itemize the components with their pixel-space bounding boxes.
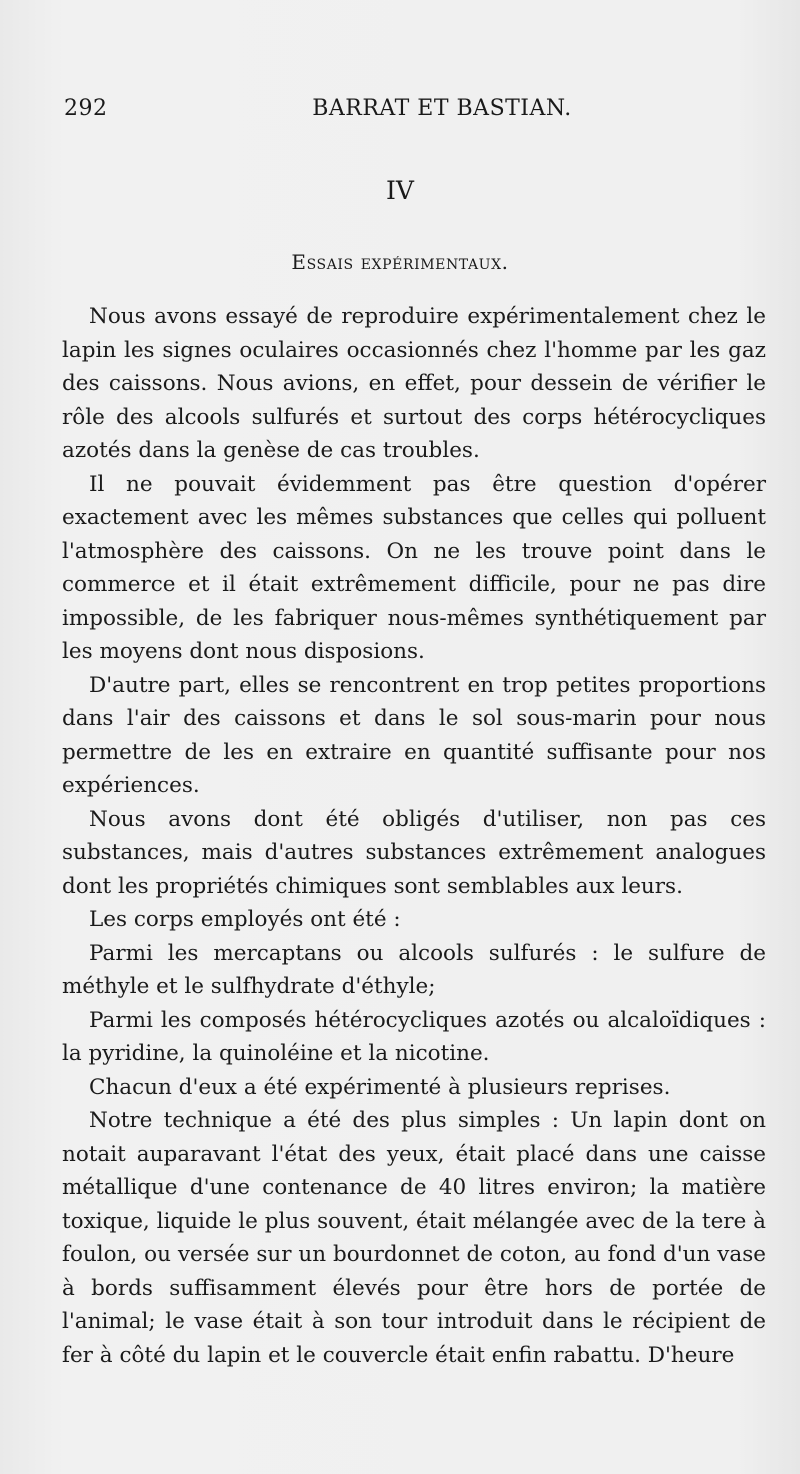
paragraph-2: Il ne pouvait évidemment pas être question d'opérer exactement avec les mêmes substances que celles qui polluent l'atmosphère des caissons. On ne les trouve point dans le commerce et il était extrêmement difficile, pour ne pas dire impossible, de les fabriquer nous-mêmes synthétiquement par les moyens dont nous disposions. bbox=[62, 471, 766, 664]
section-number: IV bbox=[386, 176, 414, 205]
paragraph-8: Chacun d'eux a été expérimenté à plusieurs reprises. bbox=[89, 1074, 671, 1100]
section-title: Essais expérimentaux. bbox=[291, 250, 509, 274]
page-number: 292 bbox=[64, 96, 108, 121]
paragraph-4: Nous avons dont été obligés d'utiliser, non pas ces substances, mais d'autres substances extrêmement analogues dont les propriétés chimiques sont semblables aux leurs. bbox=[62, 806, 766, 899]
paragraph-6: Parmi les mercaptans ou alcools sulfurés : le sulfure de méthyle et le sulfhydrate d'éthyle; bbox=[62, 940, 766, 999]
paragraph-7: Parmi les composés hétérocycliques azotés ou alcaloïdiques : la pyridine, la quinoléine et la nicotine. bbox=[62, 1007, 766, 1066]
paragraph-9: Notre technique a été des plus simples : Un lapin dont on notait auparavant l'état des yeux, était placé dans une caisse métallique d'une contenance de 40 litres environ; la matière toxique, liquide le plus souvent, était mélangée avec de la tere à foulon, ou versée sur un bourdonnet de coton, au fond d'un vase à bords suffisamment élevés pour être hors de portée de l'animal; le vase était à son tour introduit dans le récipient de fer à côté du lapin et le couvercle était enfin rabattu. D'heure bbox=[62, 1108, 766, 1368]
running-title: BARRAT ET BASTIAN. bbox=[312, 96, 572, 121]
paragraph-1: Nous avons essayé de reproduire expérimentalement chez le lapin les signes oculaires occasionnés chez l'homme par les gaz des caissons. Nous avions, en effet, pour dessein de vérifier le rôle des alcools sulfurés et surtout des corps hétérocycliques azotés dans la genèse de cas troubles. bbox=[62, 304, 766, 463]
running-header bbox=[64, 96, 760, 126]
paragraph-5: Les corps employés ont été : bbox=[89, 907, 401, 932]
body-text bbox=[62, 300, 766, 1372]
paragraph-3: D'autre part, elles se rencontrent en trop petites proportions dans l'air des caissons et dans le sol sous-marin pour nous permettre de les en extraire en quantité suffisante pour nos expériences. bbox=[62, 672, 766, 798]
